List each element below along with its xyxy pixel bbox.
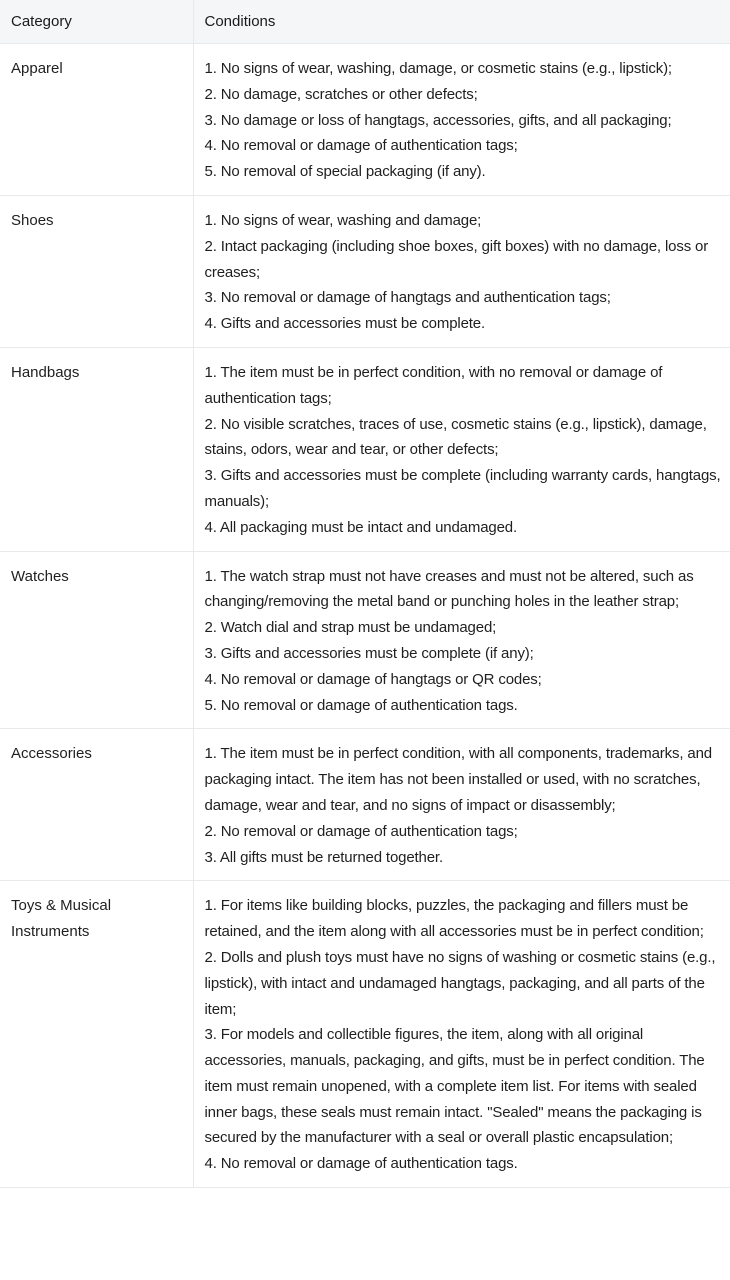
condition-item: 1. No signs of wear, washing and damage;	[204, 211, 482, 229]
header-row	[0, 0, 730, 44]
table-row	[0, 347, 730, 551]
condition-item: 1. The item must be in perfect condition, with no removal or damage of authentication tags;	[204, 363, 663, 407]
condition-item: 1. The item must be in perfect condition, with all components, trademarks, and packaging intact. The item has not been installed or used, with no scratches, damage, wear and tear, and no signs of impact or disassembly;	[204, 745, 712, 814]
table-row	[0, 729, 730, 881]
conditions-header: Conditions	[193, 0, 730, 44]
category-cell: Toys & Musical Instruments	[0, 881, 193, 1188]
conditions-cell	[193, 44, 730, 196]
condition-item: 2. No damage, scratches or other defects;	[204, 85, 478, 103]
condition-item: 3. For models and collectible figures, the item, along with all original accessories, manuals, packaging, and gifts, must be in perfect condition. The item must remain unopened, with a complete item list. For items with sealed inner bags, these seals must remain intact. "Sealed" means the packaging is secured by the manufacturer with a seal or overall plastic encapsulation;	[204, 1026, 705, 1147]
table-row	[0, 44, 730, 196]
condition-item: 2. Watch dial and strap must be undamaged;	[204, 619, 497, 637]
condition-item: 4. Gifts and accessories must be complete.	[204, 315, 485, 333]
condition-item: 1. For items like building blocks, puzzles, the packaging and fillers must be retained, and the item along with all accessories must be in perfect condition;	[204, 897, 704, 941]
conditions-cell	[193, 347, 730, 551]
condition-item: 3. No damage or loss of hangtags, accessories, gifts, and all packaging;	[204, 111, 672, 129]
condition-item: 4. All packaging must be intact and undamaged.	[204, 518, 517, 536]
condition-item: 1. The watch strap must not have creases and must not be altered, such as changing/removing the metal band or punching holes in the leather strap;	[204, 567, 694, 611]
conditions-cell	[193, 729, 730, 881]
category-cell: Handbags	[0, 347, 193, 551]
conditions-cell	[193, 881, 730, 1188]
condition-item: 3. All gifts must be returned together.	[204, 848, 443, 866]
condition-item: 5. No removal of special packaging (if any).	[204, 163, 486, 181]
condition-item: 3. No removal or damage of hangtags and authentication tags;	[204, 289, 611, 307]
condition-item: 4. No removal or damage of authentication tags;	[204, 137, 518, 155]
category-header: Category	[0, 0, 193, 44]
condition-item: 2. Dolls and plush toys must have no signs of washing or cosmetic stains (e.g., lipstick), with intact and undamaged hangtags, packaging, and all parts of the item;	[204, 948, 716, 1018]
condition-item: 2. No removal or damage of authentication tags;	[204, 822, 518, 840]
condition-item: 1. No signs of wear, washing, damage, or cosmetic stains (e.g., lipstick);	[204, 60, 672, 77]
condition-item: 3. Gifts and accessories must be complete (if any);	[204, 644, 534, 662]
category-cell: Shoes	[0, 195, 193, 347]
table-row	[0, 881, 730, 1188]
conditions-cell	[193, 195, 730, 347]
table-row	[0, 551, 730, 729]
category-cell: Watches	[0, 551, 193, 729]
condition-item: 4. No removal or damage of hangtags or QR codes;	[204, 670, 542, 688]
condition-item: 4. No removal or damage of authentication tags.	[204, 1155, 518, 1173]
table-row	[0, 195, 730, 347]
condition-item: 2. Intact packaging (including shoe boxes, gift boxes) with no damage, loss or creases;	[204, 237, 709, 281]
condition-item: 5. No removal or damage of authentication tags.	[204, 696, 518, 714]
category-cell: Apparel	[0, 44, 193, 196]
condition-item: 2. No visible scratches, traces of use, cosmetic stains (e.g., lipstick), damage, stains, odors, wear and tear, or other defects;	[204, 415, 707, 459]
condition-item: 3. Gifts and accessories must be complete (including warranty cards, hangtags, manuals);	[204, 467, 721, 510]
category-cell: Accessories	[0, 729, 193, 881]
conditions-cell	[193, 551, 730, 729]
